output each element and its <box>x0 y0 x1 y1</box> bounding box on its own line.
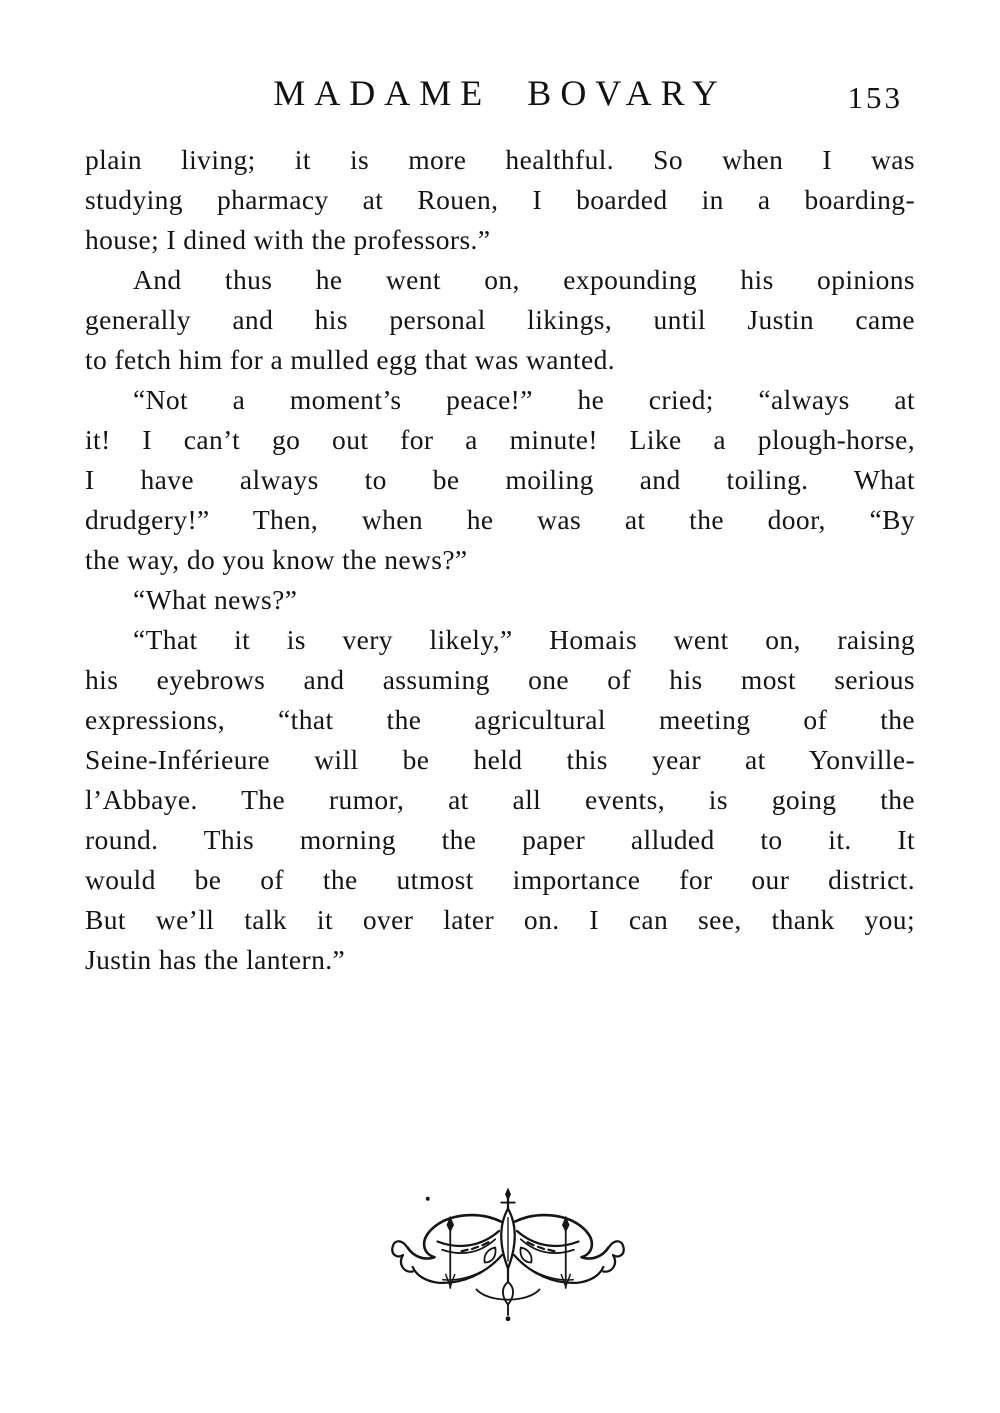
page-number: 153 <box>847 80 903 115</box>
body-text <box>85 140 915 980</box>
running-header <box>0 72 1000 122</box>
text-line: the way, do you know the news?” <box>85 544 468 575</box>
text-line: But we’ll talk it over later on. I can see, thank you; <box>85 904 915 935</box>
text-line: plain living; it is more healthful. So when I was <box>85 144 915 175</box>
text-line: to fetch him for a mulled egg that was wanted. <box>85 344 616 375</box>
text-line: drudgery!” Then, when he was at the door, “By <box>85 504 915 535</box>
text-line: “Not a moment’s peace!” he cried; “always at <box>133 384 915 415</box>
tailpiece-ornament <box>388 1178 628 1338</box>
text-line: his eyebrows and assuming one of his most serious <box>85 664 915 695</box>
text-line: would be of the utmost importance for our district. <box>85 864 915 895</box>
page-title: MADAME BOVARY <box>273 73 727 113</box>
text-line: Justin has the lantern.” <box>85 944 346 975</box>
text-line: “That it is very likely,” Homais went on, raising <box>133 624 915 655</box>
text-line: house; I dined with the professors.” <box>85 224 491 255</box>
text-line: studying pharmacy at Rouen, I boarded in a boarding- <box>85 184 915 215</box>
text-line: round. This morning the paper alluded to it. It <box>85 824 915 855</box>
text-line: Seine-Inférieure will be held this year at Yonville- <box>85 744 915 775</box>
text-line: expressions, “that the agricultural meeting of the <box>85 704 915 735</box>
text-line: I have always to be moiling and toiling. What <box>85 464 915 495</box>
text-line: “What news?” <box>133 584 298 615</box>
text-line: l’Abbaye. The rumor, at all events, is going the <box>85 784 915 815</box>
text-line: it! I can’t go out for a minute! Like a plough-horse, <box>85 424 915 455</box>
tailpiece-ornament-icon <box>388 1178 628 1338</box>
text-line: generally and his personal likings, until Justin came <box>85 304 915 335</box>
text-line: And thus he went on, expounding his opinions <box>133 264 915 295</box>
